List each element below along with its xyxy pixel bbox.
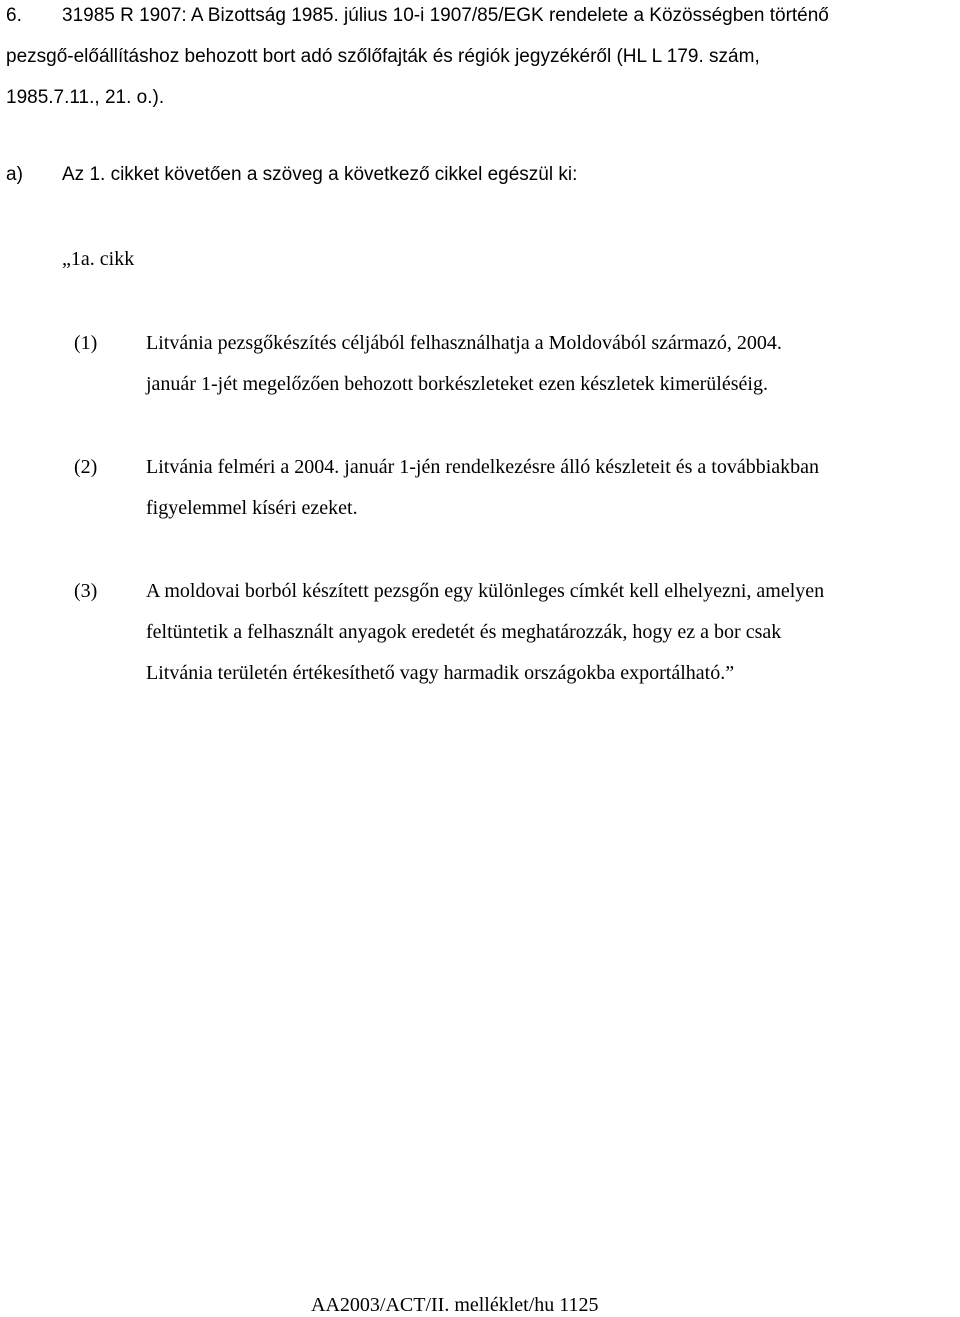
- paragraph-1-line-2: január 1-jét megelőzően behozott borkészleteket ezen készletek kimerüléséig.: [146, 373, 768, 395]
- item-heading-line-3: 1985.7.11., 21. o.).: [6, 87, 165, 108]
- paragraph-1-number: (1): [74, 332, 98, 354]
- item-heading-line-1: 31985 R 1907: A Bizottság 1985. július 10-i 1907/85/EGK rendelete a Közösségben történő: [62, 5, 829, 26]
- footer-reference: AA2003/ACT/II. melléklet/hu 1125: [311, 1294, 599, 1316]
- paragraph-2-number: (2): [74, 456, 98, 478]
- article-title: „1a. cikk: [62, 248, 135, 270]
- paragraph-1-line-1: Litvánia pezsgőkészítés céljából felhasználhatja a Moldovából származó, 2004.: [146, 332, 782, 354]
- paragraph-2-line-1: Litvánia felméri a 2004. január 1-jén rendelkezésre álló készleteit és a továbbiakban: [146, 456, 820, 478]
- paragraph-3-number: (3): [74, 580, 98, 602]
- item-heading-line-2: pezsgő-előállításhoz behozott bort adó szőlőfajták és régiók jegyzékéről (HL L 179. szám,: [6, 46, 760, 67]
- paragraph-3-line-1: A moldovai borból készített pezsgőn egy különleges címkét kell elhelyezni, amelyen: [146, 580, 825, 602]
- paragraph-3-line-2: feltüntetik a felhasznált anyagok eredetét és meghatározzák, hogy ez a bor csak: [146, 621, 782, 643]
- paragraph-3-line-3: Litvánia területén értékesíthető vagy harmadik országokba exportálható.”: [146, 662, 735, 684]
- paragraph-2-line-2: figyelemmel kíséri ezeket.: [146, 497, 358, 519]
- item-number: 6.: [6, 5, 22, 26]
- point-a-label: a): [6, 164, 23, 185]
- point-a-text: Az 1. cikket követően a szöveg a következő cikkel egészül ki:: [62, 164, 578, 185]
